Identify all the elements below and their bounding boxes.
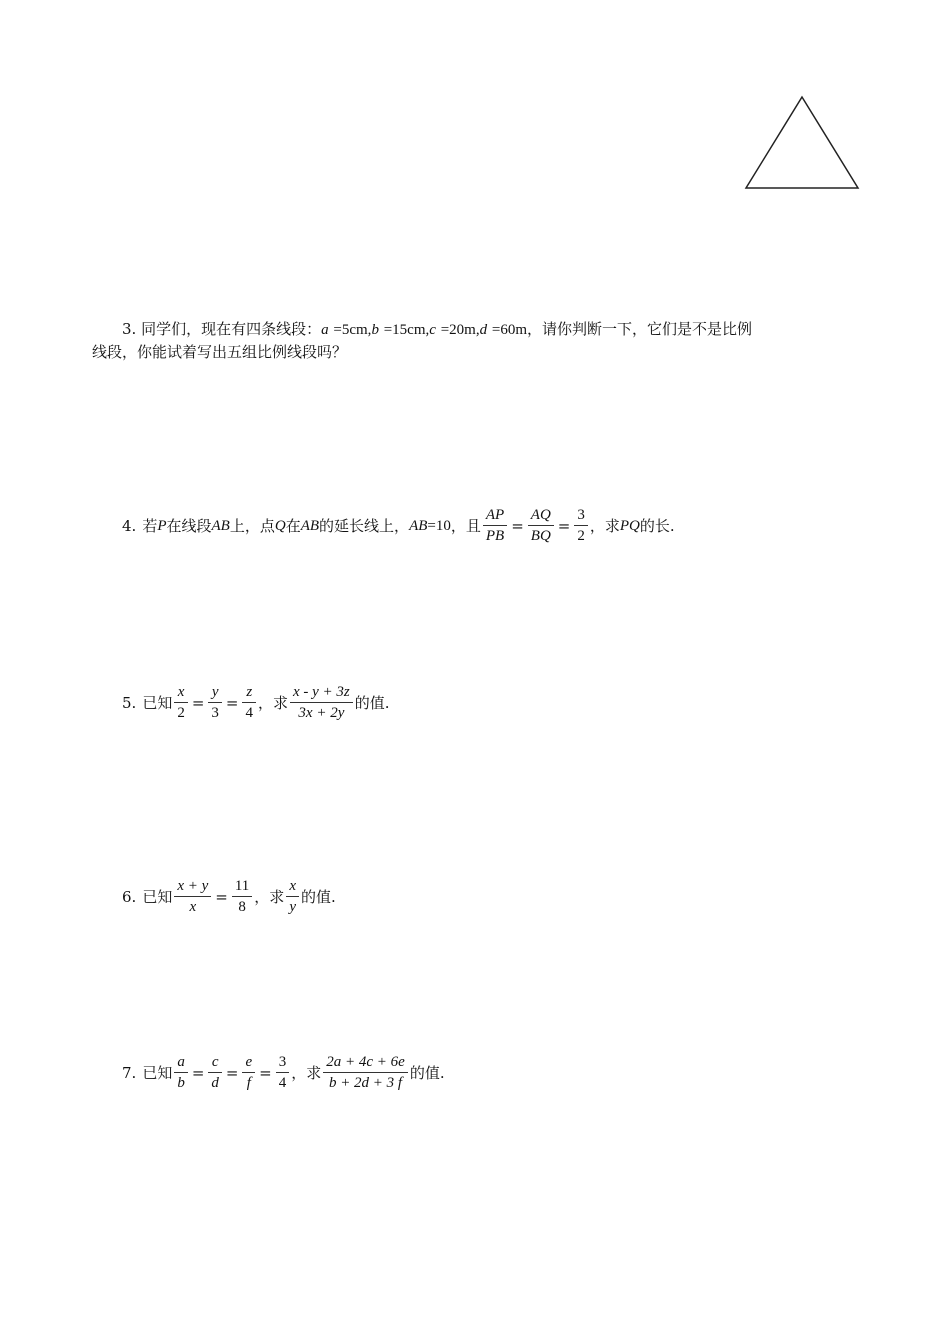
question-number: 4. [122,516,137,535]
fraction: $\frac{x}{y}$ [286,876,299,917]
fraction: $\frac{AQ}{BQ}$ [528,505,554,546]
question-3: 3. 同学们，现在有四条线段：a =5cm,b =15cm,c =20m,d =60m，请你判断一下，它们是不是比例 线段，你能试着写出五组比例线段吗？ [92,318,862,363]
question-5: 5. 已知 $\frac{x}{2}$ = $\frac{y}{3}$ = $\frac{z}{4}$ ，求 $\frac{x - y + 3z}{3x + 2y}$ 的值. [122,684,390,721]
fraction: $\frac{3}{2}$ [574,505,588,546]
question-number: 6. [122,887,137,906]
fraction: $\frac{y}{3}$ [208,682,222,723]
fraction: $\frac{x + y}{x}$ [174,876,211,917]
fraction: $\frac{a}{b}$ [174,1052,188,1093]
question-number: 3. [122,320,137,338]
triangle-figure [742,94,862,192]
fraction: $\frac{z}{4}$ [242,682,256,723]
question-6: 6. 已知 $\frac{x + y}{x}$ = $\frac{11}{8}$ ，求 $\frac{x}{y}$ 的值. [122,878,336,915]
question-3-line-2: 线段，你能试着写出五组比例线段吗？ [92,343,348,361]
fraction: $\frac{3}{4}$ [276,1052,290,1093]
fraction: $\frac{AP}{PB}$ [483,505,507,546]
question-4: 4. 若 P 在线段 AB 上，点 Q 在 AB 的延长线上， AB =10 ，且 $\frac{AP}{PB}$ = $\frac{AQ}{BQ}$ = $\frac{3}{2}$ ，求 PQ 的长. [122,507,675,544]
question-number: 7. [122,1063,137,1082]
fraction: $\frac{11}{8}$ [232,876,252,917]
fraction: $\frac{e}{f}$ [242,1052,255,1093]
fraction: $\frac{c}{d}$ [208,1052,222,1093]
question-7: 7. 已知 $\frac{a}{b}$ = $\frac{c}{d}$ = $\frac{e}{f}$ = $\frac{3}{4}$ ，求 $\frac{2a + 4c + 6e}{b + 2d + 3 f}$ 的值. [122,1054,445,1091]
fraction: $\frac{x - y + 3z}{3x + 2y}$ [290,682,353,723]
fraction: $\frac{x}{2}$ [174,682,188,723]
fraction: $\frac{2a + 4c + 6e}{b + 2d + 3 f}$ [323,1052,408,1093]
question-number: 5. [122,693,137,712]
